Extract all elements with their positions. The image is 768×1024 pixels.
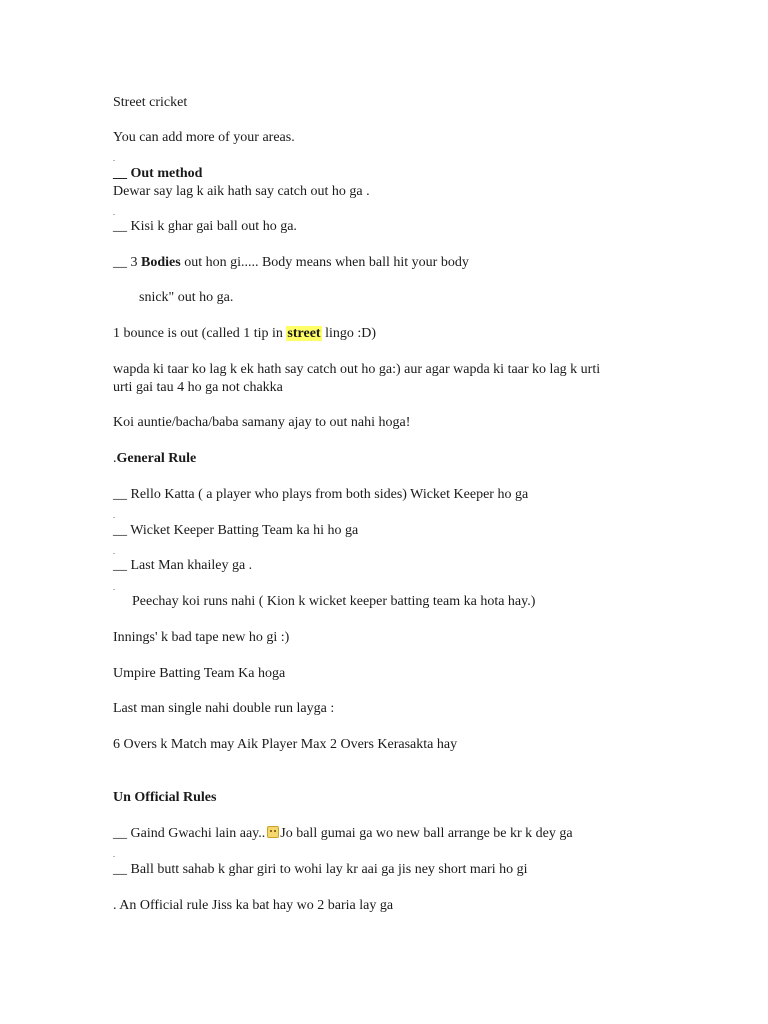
out-method-line-2: __ Kisi k ghar gai ball out ho ga. <box>113 219 297 234</box>
general-rule-item-7: Last man single nahi double run layga : <box>113 701 335 716</box>
general-rule-item-1: __ Rello Katta ( a player who plays from both sides) Wicket Keeper ho ga <box>113 487 529 502</box>
general-rule-item-3: __ Last Man khailey ga . <box>113 558 253 573</box>
out-method-line-5-suffix: lingo :D) <box>321 326 377 341</box>
doc-title: Street cricket <box>113 95 188 110</box>
bullet-dot: . <box>113 850 115 859</box>
bullet-dot: . <box>113 547 115 556</box>
out-method-line-6b: urti gai tau 4 ho ga not chakka <box>113 380 283 395</box>
unofficial-rule-1-suffix: Jo ball gumai ga wo new ball arrange be kr k dey ga <box>280 826 573 841</box>
out-method-line-5-prefix: 1 bounce is out (called 1 tip in <box>113 326 287 341</box>
general-rule-prefix: . <box>113 451 117 466</box>
highlighted-word: street <box>287 326 321 341</box>
bullet-dot: . <box>113 154 115 163</box>
bullet-dot: . <box>113 583 115 592</box>
out-method-line-4: snick" out ho ga. <box>139 290 234 305</box>
general-rule-title: General Rule <box>116 451 197 466</box>
out-method-line-3-prefix: __ 3 <box>113 255 141 270</box>
out-method-line-5 <box>113 325 376 343</box>
general-rule-item-5: Innings' k bad tape new ho gi :) <box>113 630 290 645</box>
general-rule-heading <box>113 450 196 468</box>
bullet-dot: . <box>113 511 115 520</box>
out-method-heading: __ Out method <box>113 166 203 181</box>
unofficial-rule-2: __ Ball butt sahab k ghar giri to wohi lay kr aai ga jis ney short mari ho gi <box>113 862 528 877</box>
out-method-line-7: Koi auntie/bacha/baba samany ajay to out nahi hoga! <box>113 415 411 430</box>
smiley-emoticon-icon <box>267 826 279 838</box>
general-rule-item-6: Umpire Batting Team Ka hoga <box>113 666 286 681</box>
unofficial-rule-1 <box>113 825 573 843</box>
general-rule-item-2: __ Wicket Keeper Batting Team ka hi ho ga <box>113 523 359 538</box>
out-method-line-6a: wapda ki taar ko lag k ek hath say catch out ho ga:) aur agar wapda ki taar ko lag k urti <box>113 362 601 377</box>
general-rule-item-4: Peechay koi runs nahi ( Kion k wicket keeper batting team ka hota hay.) <box>132 594 536 609</box>
unofficial-rule-1-prefix: __ Gaind Gwachi lain aay.. <box>113 826 266 841</box>
unofficial-rules-heading: Un Official Rules <box>113 790 217 805</box>
general-rule-item-8: 6 Overs k Match may Aik Player Max 2 Overs Kerasakta hay <box>113 737 458 752</box>
out-method-line-3 <box>113 254 469 272</box>
out-method-line-1: Dewar say lag k aik hath say catch out ho ga . <box>113 184 370 199</box>
out-method-line-3-bold: Bodies <box>141 255 181 270</box>
out-method-line-3-suffix: out hon gi..... Body means when ball hit your body <box>180 255 469 270</box>
unofficial-rule-3: . An Official rule Jiss ka bat hay wo 2 baria lay ga <box>113 898 394 913</box>
bullet-dot: . <box>113 208 115 217</box>
intro-text: You can add more of your areas. <box>113 130 295 145</box>
